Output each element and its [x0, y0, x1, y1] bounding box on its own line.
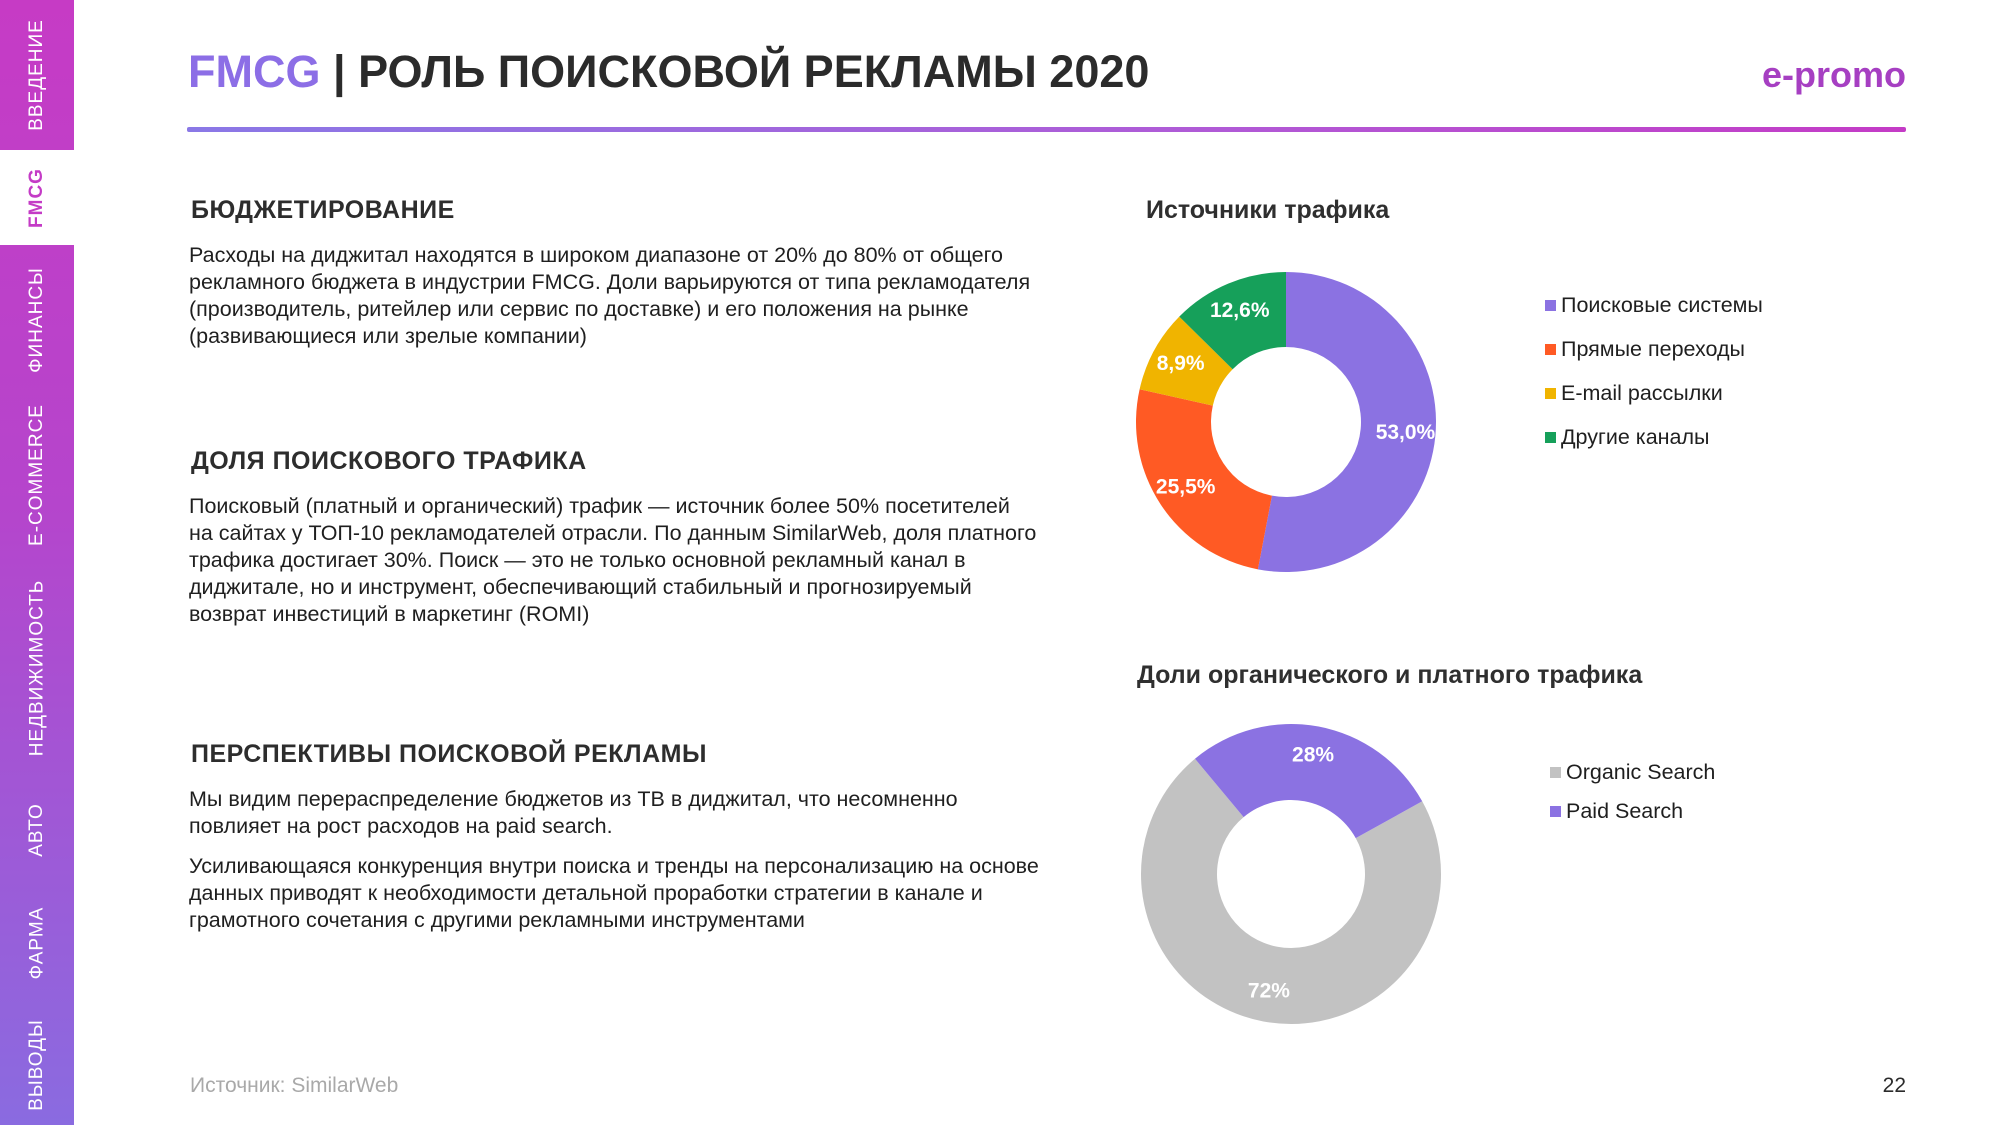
sidebar-item-auto[interactable] — [0, 780, 74, 880]
sidebar-item-label: E-COMMERCE — [26, 404, 48, 546]
organic-paid-donut — [1141, 724, 1441, 1024]
sidebar-item-label: ФИНАНСЫ — [26, 267, 48, 373]
legend-item — [1545, 327, 1763, 371]
slice-label: 53,0% — [1375, 420, 1436, 444]
organic-paid-title: Доли органического и платного трафика — [1137, 661, 1643, 689]
traffic-sources-donut — [1136, 272, 1436, 572]
brand-logo: e-promo — [1762, 54, 1906, 95]
legend-swatch — [1545, 344, 1556, 355]
section-sidebar — [0, 0, 74, 1125]
title-text: | РОЛЬ ПОИСКОВОЙ РЕКЛАМЫ 2020 — [320, 46, 1150, 97]
legend-label: Organic Search — [1566, 760, 1716, 784]
budget-heading: БЮДЖЕТИРОВАНИЕ — [191, 196, 455, 224]
legend-item — [1550, 792, 1715, 831]
outlook-heading: ПЕРСПЕКТИВЫ ПОИСКОВОЙ РЕКЛАМЫ — [191, 740, 707, 768]
page-title — [188, 46, 1149, 98]
sidebar-item-pharma[interactable] — [0, 880, 74, 1005]
legend-item — [1550, 753, 1715, 792]
sidebar-item-intro[interactable] — [0, 0, 74, 150]
legend-item — [1545, 371, 1763, 415]
traffic-sources-title: Источники трафика — [1146, 196, 1390, 224]
header-divider — [187, 127, 1906, 132]
legend-swatch — [1550, 767, 1561, 778]
legend-swatch — [1545, 432, 1556, 443]
sidebar-item-finance[interactable] — [0, 245, 74, 395]
legend-swatch — [1550, 806, 1561, 817]
slice-label: 25,5% — [1155, 475, 1216, 499]
sidebar-item-label: ВЫВОДЫ — [26, 1019, 47, 1111]
organic-paid-legend — [1550, 753, 1715, 831]
legend-swatch — [1545, 388, 1556, 399]
sidebar-item-label: АВТО — [25, 803, 47, 857]
sidebar-item-label: FMCG — [26, 167, 47, 228]
sidebar-item-label: НЕДВИЖИМОСТЬ — [26, 579, 47, 756]
budget-text: Расходы на диджитал находятся в широком диапазоне от 20% до 80% от общего рекламного бюджета в индустрии FMCG. Доли варьируются от типа рекламодателя (производитель, ритейлер или сервис по доставке) и его положения на рынке (развивающиеся или зрелые компании) — [189, 243, 1031, 348]
slice-label: 8,9% — [1156, 352, 1205, 376]
legend-item — [1545, 283, 1763, 327]
legend-swatch — [1545, 300, 1556, 311]
legend-label: Другие каналы — [1561, 424, 1710, 449]
slice-label: 12,6% — [1209, 298, 1270, 322]
sidebar-item-fmcg[interactable] — [0, 150, 74, 245]
sidebar-item-label: ФАРМА — [25, 906, 47, 979]
slice-label: 28% — [1292, 743, 1335, 767]
legend-item — [1545, 415, 1763, 459]
search-share-heading: ДОЛЯ ПОИСКОВОГО ТРАФИКА — [191, 447, 587, 475]
source-note: Источник: SimilarWeb — [190, 1074, 399, 1097]
legend-label: E-mail рассылки — [1561, 380, 1723, 405]
sidebar-item-label: ВВЕДЕНИЕ — [26, 19, 48, 131]
legend-label: Поисковые системы — [1561, 292, 1763, 317]
outlook-text-2: Усиливающаяся конкуренция внутри поиска и тренды на персонализацию на основе данных приводят к необходимости детальной проработки стратегии в канале и грамотного сочетания с другими рекламными инструментами — [189, 854, 1039, 932]
outlook-text-1: Мы видим перераспределение бюджетов из ТВ в диджитал, что несомненно повлияет на рост расходов на paid search. — [189, 787, 958, 838]
search-share-text: Поисковый (платный и органический) трафик — источник более 50% посетителей на сайтах у ТОП-10 рекламодателей отрасли. По данным SimilarWeb, доля платного трафика достигает 30%. Поиск — это не только основной рекламный канал в диджитале, но и инструмент, обеспечивающий стабильный и прогнозируемый возврат инвестиций в маркетинг (ROMI) — [189, 494, 1037, 626]
legend-label: Paid Search — [1566, 799, 1684, 823]
traffic-sources-legend — [1545, 283, 1763, 459]
sidebar-item-realty[interactable] — [0, 555, 74, 780]
page-number: 22 — [1882, 1074, 1906, 1097]
slice-label: 72% — [1247, 979, 1290, 1003]
sidebar-item-conclusions[interactable] — [0, 1005, 74, 1125]
legend-label: Прямые переходы — [1561, 336, 1746, 361]
title-accent: FMCG — [188, 46, 321, 97]
sidebar-item-ecommerce[interactable] — [0, 395, 74, 555]
